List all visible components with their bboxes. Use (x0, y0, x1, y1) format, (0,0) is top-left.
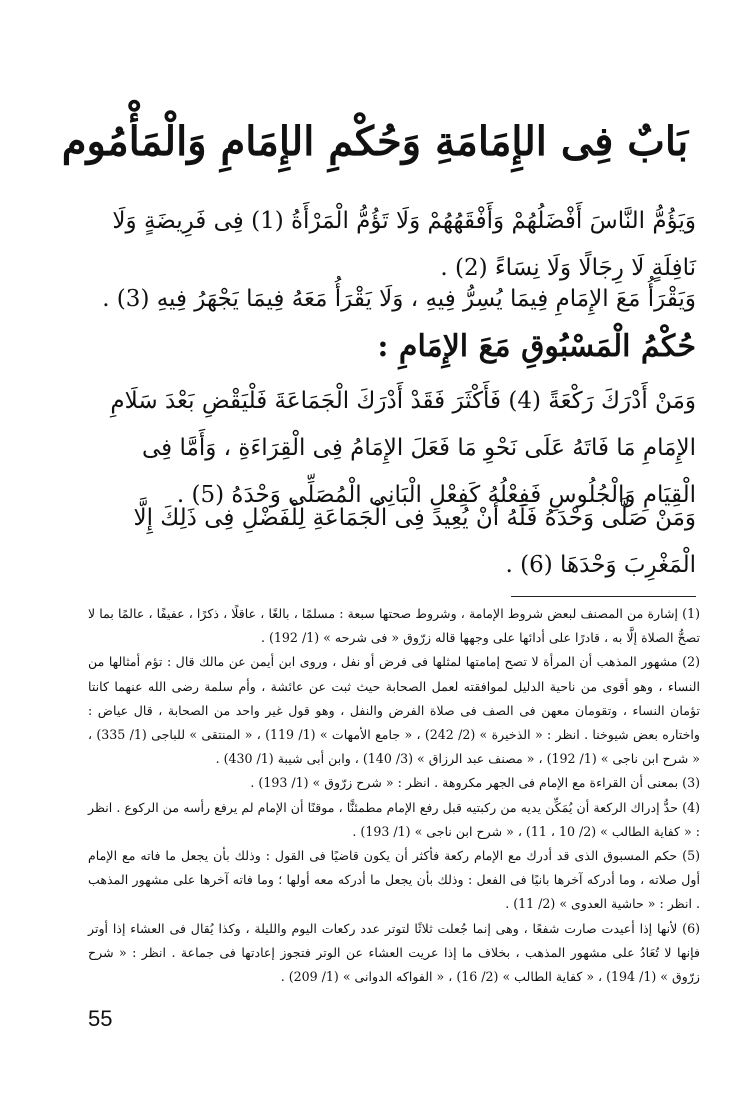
footnote-6: (6) لأنها إذا أعيدت صارت شفعًا ، وهى إنما جُعلت ثلاثًا لتوتر عدد ركعات اليوم والليلة ، وكذا يُقال فى العشاء إذا أوتر فإنها لا تُعَادُ على مشهور المذهب ، بخلاف ما إذا عريت العشاء عن الوتر فتجوز إعادتها فى جماعة . انظر : « شرح زرّوق » (1/ 194) ، « كفاية الطالب » (2/ 16) ، « الفواكه الدوانى » (1/ 209) . (88, 920, 700, 985)
footnote-separator (511, 596, 696, 597)
page-number: 55 (88, 1006, 113, 1031)
paragraph-recitation: وَيَقْرَأُ مَعَ الإِمَامِ فِيمَا يُسِرُّ فِيهِ ، وَلَا يَقْرَأُ مَعَهُ فِيمَا يَجْهَرُ فِيهِ (3) . (102, 286, 696, 312)
footnote-5: (5) حكم المسبوق الذى قد أدرك مع الإمام ركعة فأكثر أن يكون قاضيًا فى القول : وذلك بأن يجعل ما فاته مع الإمام أول صلاته ، وما أدركه آخرها بانيًا فى الفعل : وذلك بأن يجعل ما أدركه معه أولها ؛ وما فاته آخرها على مشهور المذهب . انظر : « حاشية العدوى » (2/ 11) . (88, 848, 700, 912)
footnotes (88, 602, 700, 989)
paragraph-latecomer: وَمَنْ أَدْرَكَ رَكْعَةً (4) فَأَكْثَرَ فَقَدْ أَدْرَكَ الْجَمَاعَةَ فَلْيَقْضِ بَعْدَ سَلَامِ الإِمَامِ مَا فَاتَهُ عَلَى نَحْوِ مَا فَعَلَ الإِمَامُ فِى الْقِرَاءَةِ ، وَأَمَّا فِى الْقِيَامِ وَالْجُلُوسِ فَفِعْلُهُ كَفِعْلِ الْبَانِى الْمُصَلِّى وَحْدَهُ (5) . (110, 388, 696, 508)
paragraph-repeat-prayer: وَمَنْ صَلَّى وَحْدَهُ فَلَهُ أَنْ يُعِيدَ فِى الْجَمَاعَةِ لِلْفَضْلِ فِى ذَلِكَ إِلَّا الْمَغْرِبَ وَحْدَهَا (6) . (133, 505, 696, 578)
footnote-3: (3) بمعنى أن القراءة مع الإمام فى الجهر مكروهة . انظر : « شرح زرّوق » (1/ 193) . (250, 775, 700, 791)
chapter-title: بَابٌ فِى الإِمَامَةِ وَحُكْمِ الإِمَامِ وَالْمَأْمُوم (61, 118, 689, 165)
paragraph-imamate: وَيَؤُمُّ النَّاسَ أَفْضَلُهُمْ وَأَفْقَهُهُمْ وَلَا تَؤُمُّ الْمَرْأَةُ (1) فِى فَرِيضَةٍ وَلَا نَافِلَةٍ لَا رِجَالًا وَلَا نِسَاءً (2) . (112, 208, 696, 281)
footnote-1: (1) إشارة من المصنف لبعض شروط الإمامة ، وشروط صحتها سبعة : مسلمًا ، بالغًا ، عاقلًا ، ذكرًا ، عفيفًا ، عالمًا بما لا تصحُّ الصلاة إلَّا به ، قادرًا على أدائها على وجهها قاله زرّوق « فى شرحه » (1/ 192) . (88, 606, 700, 646)
footnote-4: (4) حدُّ إدراك الركعة أن يُمَكِّن يديه من ركبتيه قبل رفع الإمام مطمئنًّا ، موقنًا أن الإمام لم يرفع رأسه من الركوع . انظر : « كفاية الطالب » (2/ 10 ، 11) ، « شرح ابن ناجى » (1/ 193) . (88, 799, 700, 839)
footnote-2: (2) مشهور المذهب أن المرأة لا تصح إمامتها لمثلها فى فرض أو نفل ، وروى ابن أيمن عن مالك قال : تؤم أمثالها من النساء ، وهو أقوى من ناحية الدليل لموافقته لعمل الصحابة حيث ثبت عن عائشة ، وأم سلمة رضى الله عنهما كانتا تؤمان النساء ، وتقومان معهن فى الصف فى صلاة الفرض والنفل ، وهو قول غير واحد من الصحابة ، قال عياض : واختاره بعض شيوخنا . انظر : « الذخيرة » (2/ 242) ، « جامع الأمهات » (1/ 119) ، « المنتقى » للباجى (1/ 335) ، « شرح ابن ناجى » (1/ 192) ، « مصنف عبد الرزاق » (3/ 140) ، وابن أبى شيبة (1/ 430) . (88, 654, 700, 767)
section-heading: حُكْمُ الْمَسْبُوقِ مَعَ الإِمَامِ : (377, 329, 696, 364)
